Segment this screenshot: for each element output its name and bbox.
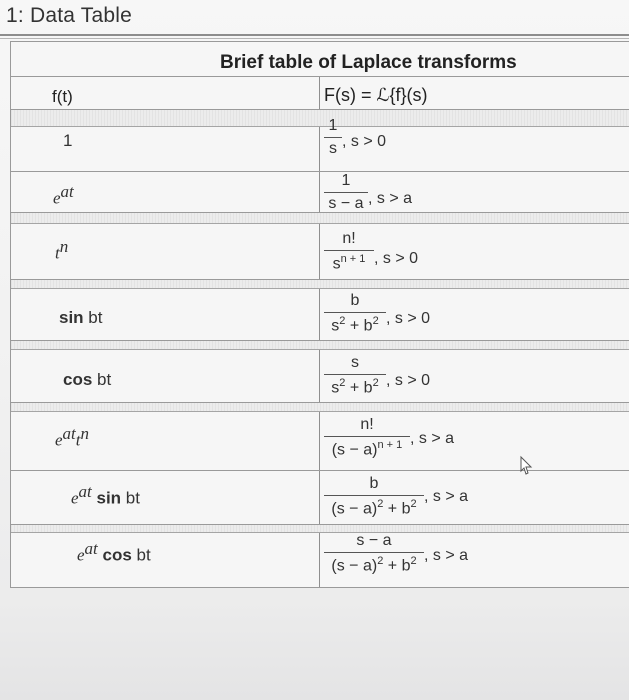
fraction: n! $s^{n + 1}$ — [324, 230, 374, 273]
column-divider — [319, 76, 320, 587]
table-row-f: $t^n$ — [55, 237, 69, 263]
condition: , s > 0 — [386, 372, 431, 389]
table-row-f: sin bt — [59, 308, 103, 327]
row-separator — [11, 340, 629, 350]
fraction: 1 s − a — [324, 172, 368, 213]
table-row-f: $e^{at}$ sin bt — [71, 482, 140, 508]
row-separator — [11, 212, 629, 224]
condition: , s > a — [424, 547, 469, 564]
fraction: 1 s — [324, 117, 342, 158]
condition: , s > 0 — [342, 133, 387, 150]
row-separator — [11, 402, 629, 412]
table-row-f: cos bt — [63, 370, 112, 389]
condition: , s > 0 — [374, 250, 419, 267]
header-f-of-t: f(t) — [52, 87, 73, 106]
caption-rule — [11, 76, 629, 77]
fraction: s − a $(s - a)^2 + b^2$ — [324, 532, 424, 575]
header-laplace: F(s) = ℒ{f}(s) — [324, 85, 428, 105]
page-title: 1: Data Table — [6, 4, 132, 27]
row-line — [11, 171, 629, 172]
laplace-table — [10, 41, 629, 588]
fraction: s $s^2 + b^2$ — [324, 354, 386, 397]
table-row-f: 1 — [63, 131, 73, 150]
row-separator — [11, 524, 629, 533]
fraction: b $s^2 + b^2$ — [324, 292, 386, 335]
title-divider — [0, 34, 629, 36]
condition: , s > a — [410, 430, 455, 447]
mouse-pointer-icon — [517, 455, 537, 477]
condition: , s > 0 — [386, 310, 431, 327]
row-separator — [11, 279, 629, 289]
table-caption: Brief table of Laplace transforms — [220, 52, 517, 73]
page-bottom-area — [0, 600, 629, 700]
title-divider-thin — [0, 38, 629, 39]
condition: , s > a — [424, 488, 469, 505]
row-separator — [11, 109, 629, 127]
condition: , s > a — [368, 190, 413, 207]
fraction: b $(s - a)^2 + b^2$ — [324, 475, 424, 518]
table-row-f: $e^{at}t^n$ — [55, 424, 90, 450]
fraction: n! $(s - a)^{n + 1}$ — [324, 416, 410, 459]
table-row-f: $e^{at}$ — [53, 182, 74, 208]
table-row-f: $e^{at}$ cos bt — [77, 539, 151, 565]
